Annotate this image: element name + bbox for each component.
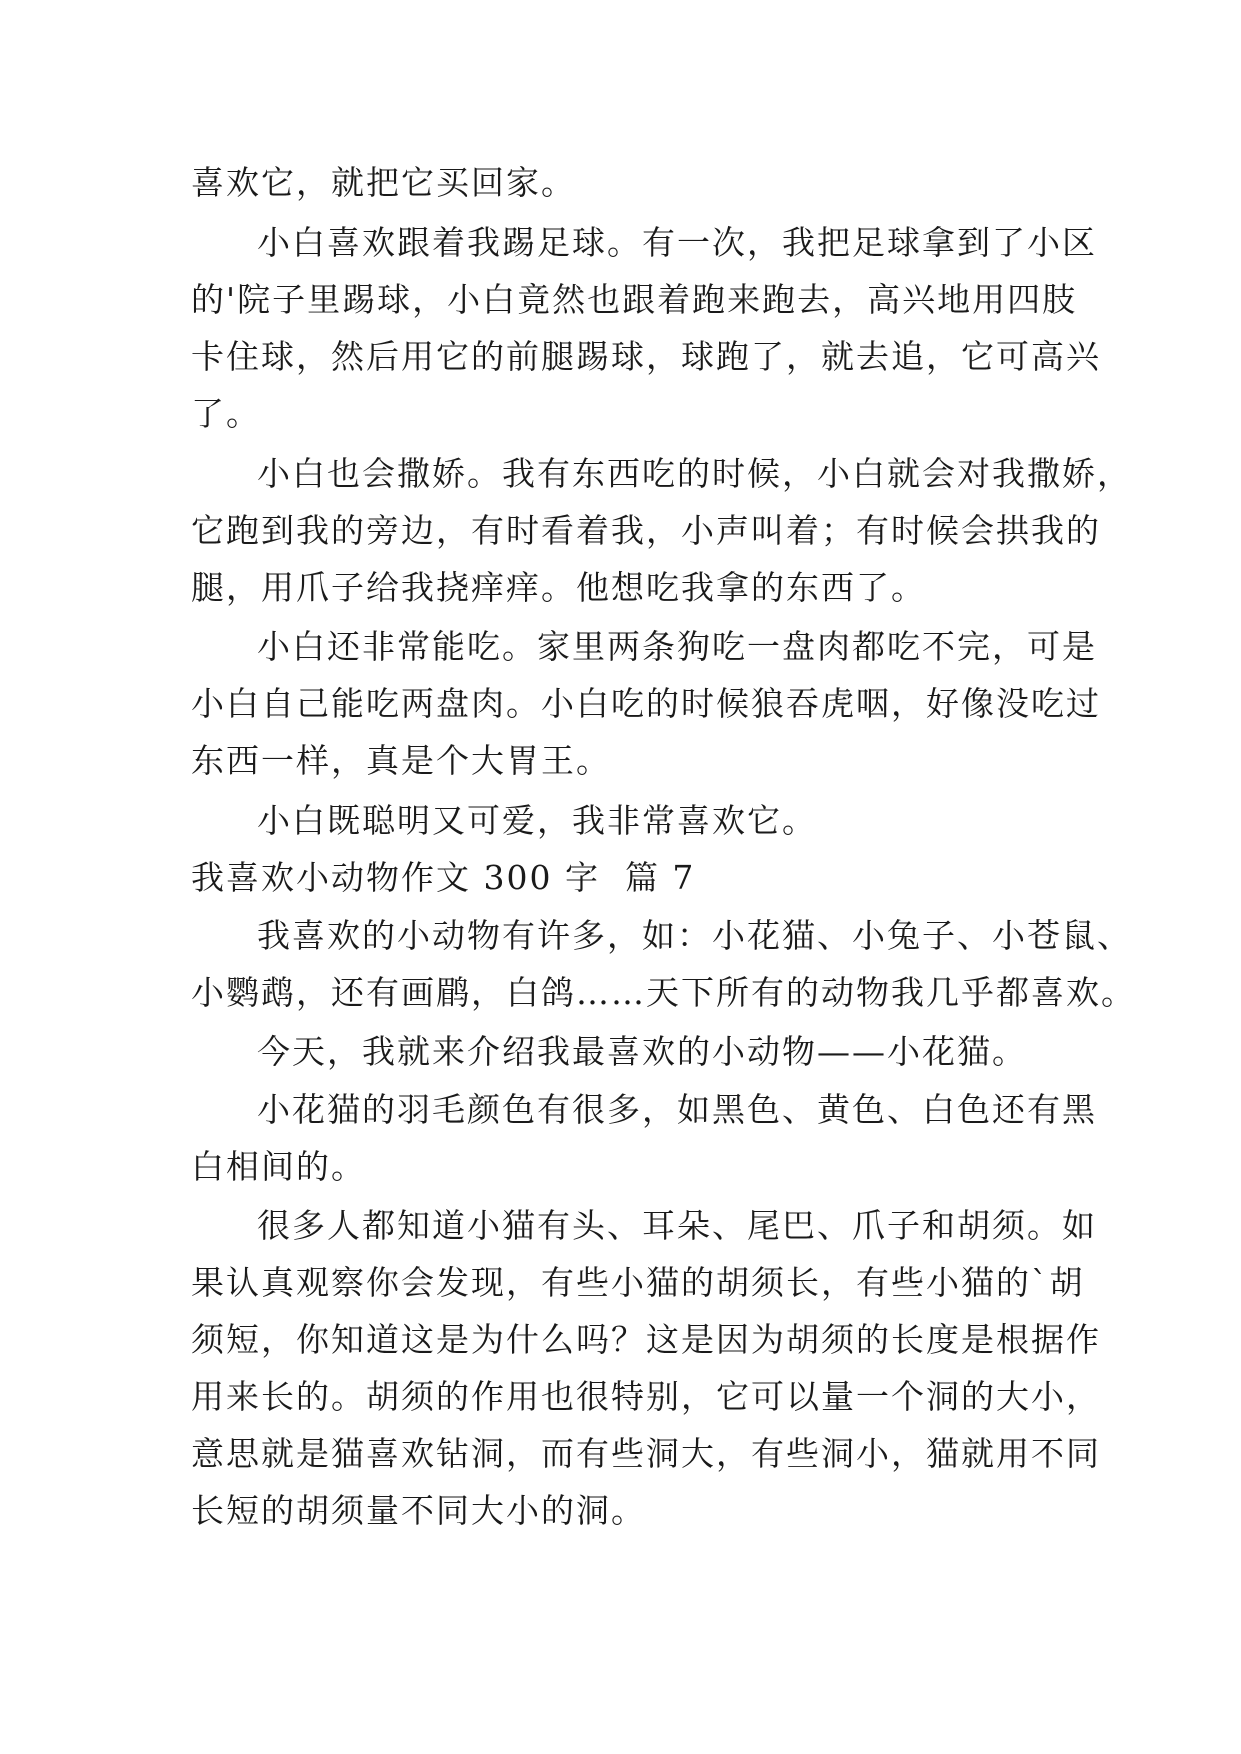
paragraph-start-line: 小白还非常能吃。家里两条狗吃一盘肉都吃不完，可是	[257, 627, 1097, 666]
text-line: 的'院子里踢球，小白竟然也跟着跑来跑去，高兴地用四肢	[191, 280, 1078, 319]
text-line: 果认真观察你会发现，有些小猫的胡须长，有些小猫的`胡	[191, 1263, 1085, 1302]
paragraph-start-line: 我喜欢的小动物有许多，如：小花猫、小兔子、小苍鼠、	[257, 916, 1132, 955]
text-line: 小鹦鹉，还有画鹛，白鸽……天下所有的动物我几乎都喜欢。	[191, 973, 1136, 1012]
text-line: 小白自己能吃两盘肉。小白吃的时候狼吞虎咽，好像没吃过	[191, 684, 1101, 723]
text-line: 长短的胡须量不同大小的洞。	[191, 1491, 646, 1530]
text-line: 卡住球，然后用它的前腿踢球，球跑了，就去追，它可高兴	[191, 337, 1101, 376]
paragraph-start-line: 小白也会撒娇。我有东西吃的时候，小白就会对我撒娇，	[257, 454, 1132, 493]
text-line: 了。	[191, 394, 261, 433]
paragraph-start-line: 小白既聪明又可爱，我非常喜欢它。	[257, 801, 817, 840]
text-line: 东西一样，真是个大胃王。	[191, 741, 611, 780]
section-heading: 我喜欢小动物作文 300 字 篇 7	[191, 858, 696, 897]
text-line: 腿，用爪子给我挠痒痒。他想吃我拿的东西了。	[191, 568, 926, 607]
text-line: 意思就是猫喜欢钻洞，而有些洞大，有些洞小，猫就用不同	[191, 1434, 1101, 1473]
text-line: 喜欢它，就把它买回家。	[191, 163, 576, 202]
paragraph-start-line: 很多人都知道小猫有头、耳朵、尾巴、爪子和胡须。如	[257, 1206, 1097, 1245]
paragraph-start-line: 小花猫的羽毛颜色有很多，如黑色、黄色、白色还有黑	[257, 1090, 1097, 1129]
paragraph-start-line: 今天，我就来介绍我最喜欢的小动物——小花猫。	[257, 1032, 1027, 1071]
paragraph-start-line: 小白喜欢跟着我踢足球。有一次，我把足球拿到了小区	[257, 223, 1097, 262]
text-line: 用来长的。胡须的作用也很特别，它可以量一个洞的大小，	[191, 1377, 1101, 1416]
text-line: 它跑到我的旁边，有时看着我，小声叫着；有时候会拱我的	[191, 511, 1101, 550]
text-line: 须短，你知道这是为什么吗？这是因为胡须的长度是根据作	[191, 1320, 1101, 1359]
text-line: 白相间的。	[191, 1147, 366, 1186]
